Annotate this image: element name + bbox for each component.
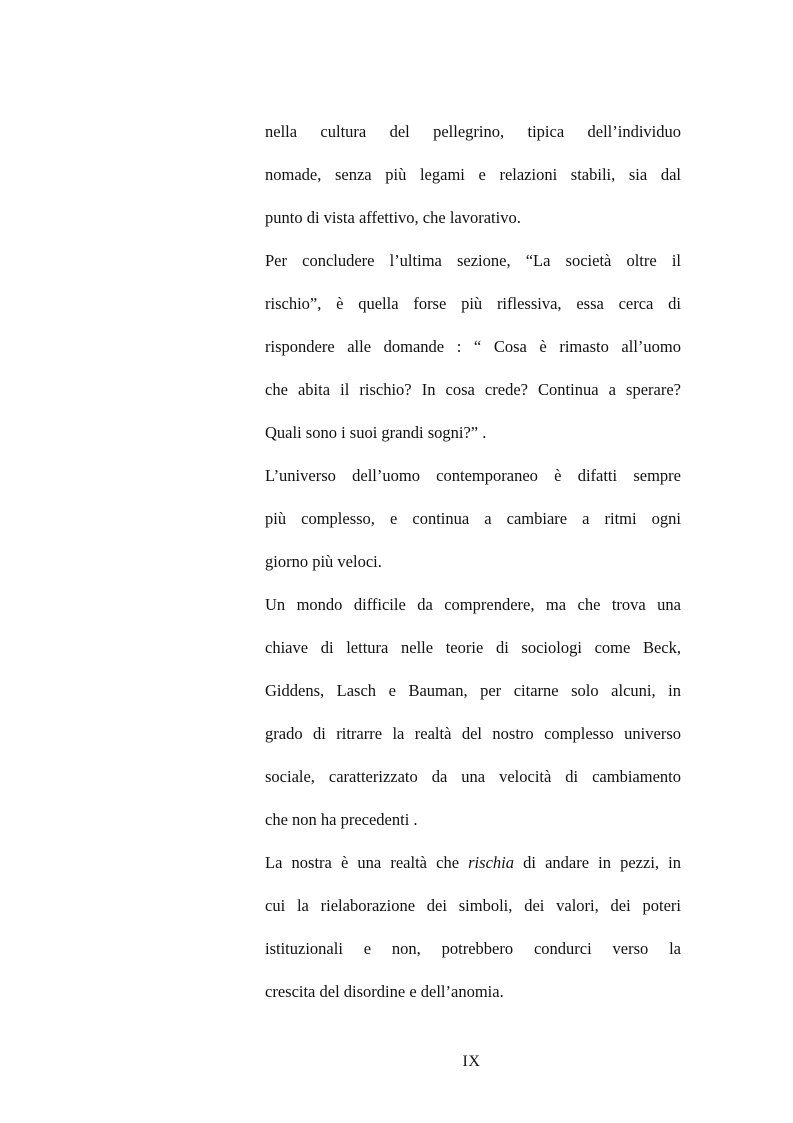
text-line: Per concludere l’ultima sezione, “La società oltre il [265, 251, 681, 270]
text-line: nomade, senza più legami e relazioni stabili, sia dal [265, 165, 681, 184]
text-line: rischio”, è quella forse più riflessiva, essa cerca di [265, 294, 681, 313]
text-line: Giddens, Lasch e Bauman, per citarne solo alcuni, in [265, 681, 681, 700]
text-run: di andare in pezzi, in [513, 853, 681, 872]
text-line: chiave di lettura nelle teorie di sociologi come Beck, [265, 638, 681, 657]
text-line [265, 841, 681, 884]
page-number: IX [462, 1053, 481, 1070]
text-line: crescita del disordine e dell’anomia. [265, 982, 504, 1001]
text-line: giorno più veloci. [265, 552, 382, 571]
text-line: grado di ritrarre la realtà del nostro complesso universo [265, 724, 681, 743]
text-line: Quali sono i suoi grandi sogni?” . [265, 423, 487, 442]
text-run: La nostra è una realtà che [265, 853, 469, 872]
document-body [265, 110, 681, 1013]
text-line: rispondere alle domande : “ Cosa è rimasto all’uomo [265, 337, 681, 356]
text-line: che abita il rischio? In cosa crede? Continua a sperare? [265, 380, 681, 399]
paragraph [265, 239, 681, 454]
text-line: L’universo dell’uomo contemporaneo è difatti sempre [265, 466, 681, 485]
text-line: più complesso, e continua a cambiare a ritmi ogni [265, 509, 681, 528]
paragraph [265, 841, 681, 1013]
text-line: istituzionali e non, potrebbero condurci verso la [265, 939, 681, 958]
text-line: nella cultura del pellegrino, tipica dell’individuo [265, 122, 681, 141]
emphasized-word: rischia [468, 853, 514, 872]
text-line: che non ha precedenti . [265, 810, 418, 829]
text-line: cui la rielaborazione dei simboli, dei valori, dei poteri [265, 896, 681, 915]
paragraph [265, 454, 681, 583]
text-line: Un mondo difficile da comprendere, ma che trova una [265, 595, 681, 614]
text-line: sociale, caratterizzato da una velocità di cambiamento [265, 767, 681, 786]
paragraph [265, 583, 681, 841]
text-line: punto di vista affettivo, che lavorativo. [265, 208, 521, 227]
paragraph [265, 110, 681, 239]
